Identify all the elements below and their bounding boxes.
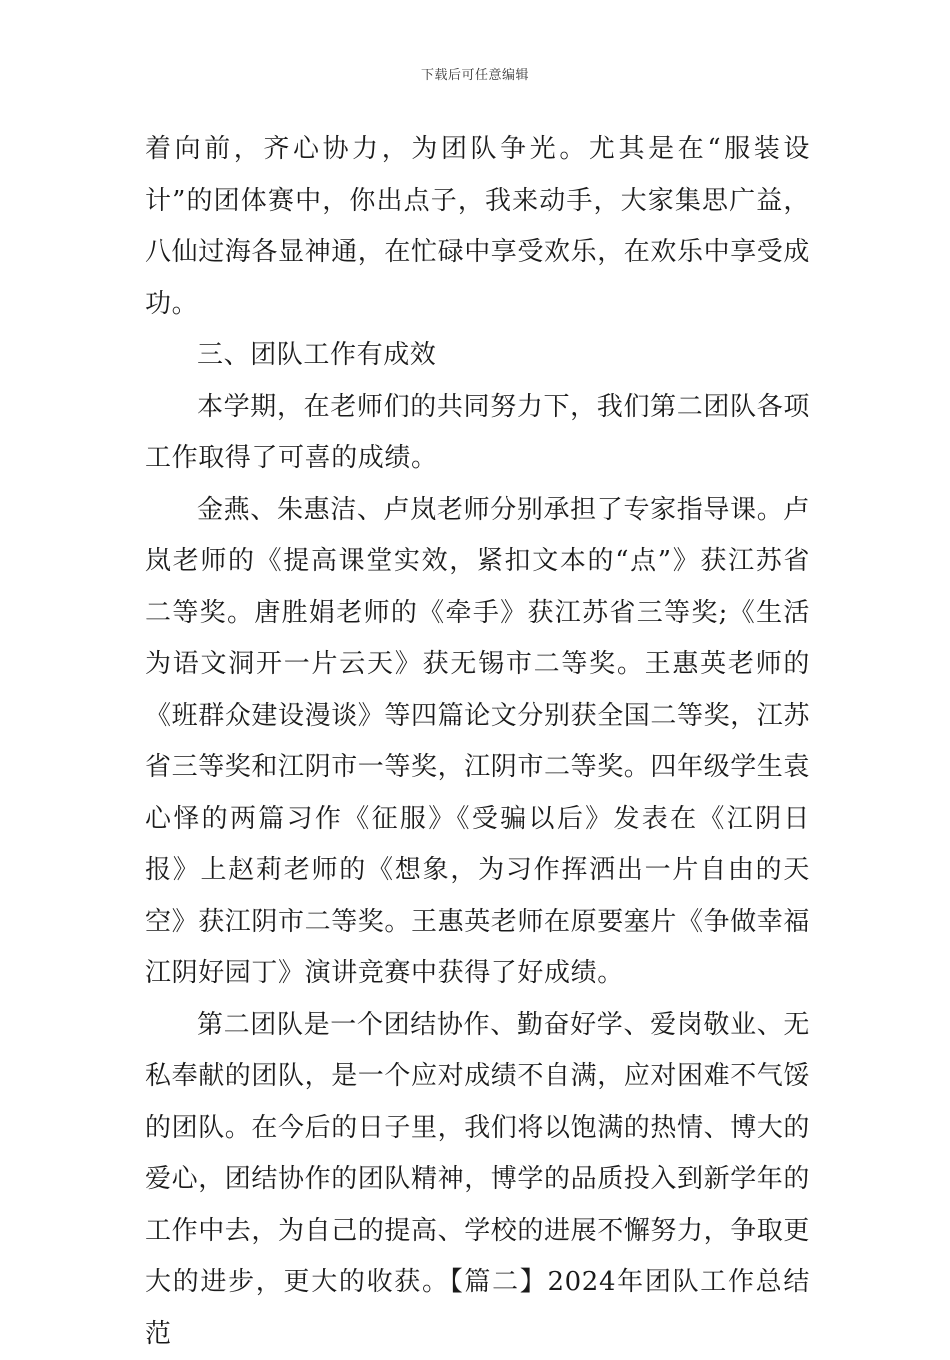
paragraph-continued: 着向前，齐心协力，为团队争光。尤其是在“服装设计”的团体赛中，你出点子，我来动手，大家集思广益，八仙过海各显神通，在忙碌中享受欢乐，在欢乐中享受成功。 (145, 124, 810, 330)
paragraph-conclusion: 第二团队是一个团结协作、勤奋好学、爱岗敬业、无私奉献的团队，是一个应对成绩不自满，应对困难不气馁的团队。在今后的日子里，我们将以饱满的热情、博大的爱心，团结协作的团队精神，博学的品质投入到新学年的工作中去，为自己的提高、学校的进展不懈努力，争取更大的进步，更大的收获。【篇二】2024年团队工作总结范 (145, 1000, 810, 1360)
section-heading: 三、团队工作有成效 (145, 330, 810, 382)
page-header-note: 下载后可任意编辑 (0, 64, 950, 83)
paragraph-achievements-intro: 本学期，在老师们的共同努力下，我们第二团队各项工作取得了可喜的成绩。 (145, 382, 810, 485)
paragraph-awards: 金燕、朱惠洁、卢岚老师分别承担了专家指导课。卢岚老师的《提高课堂实效，紧扣文本的“点”》获江苏省二等奖。唐胜娟老师的《牵手》获江苏省三等奖;《生活为语文洞开一片云天》获无锡市二等奖。王惠英老师的《班群众建设漫谈》等四篇论文分别获全国二等奖，江苏省三等奖和江阴市一等奖，江阴市二等奖。四年级学生袁心怿的两篇习作《征服》《受骗以后》发表在《江阴日报》上赵莉老师的《想象，为习作挥洒出一片自由的天空》获江阴市二等奖。王惠英老师在原要塞片《争做幸福江阴好园丁》演讲竞赛中获得了好成绩。 (145, 485, 810, 1000)
document-body (145, 124, 810, 1360)
